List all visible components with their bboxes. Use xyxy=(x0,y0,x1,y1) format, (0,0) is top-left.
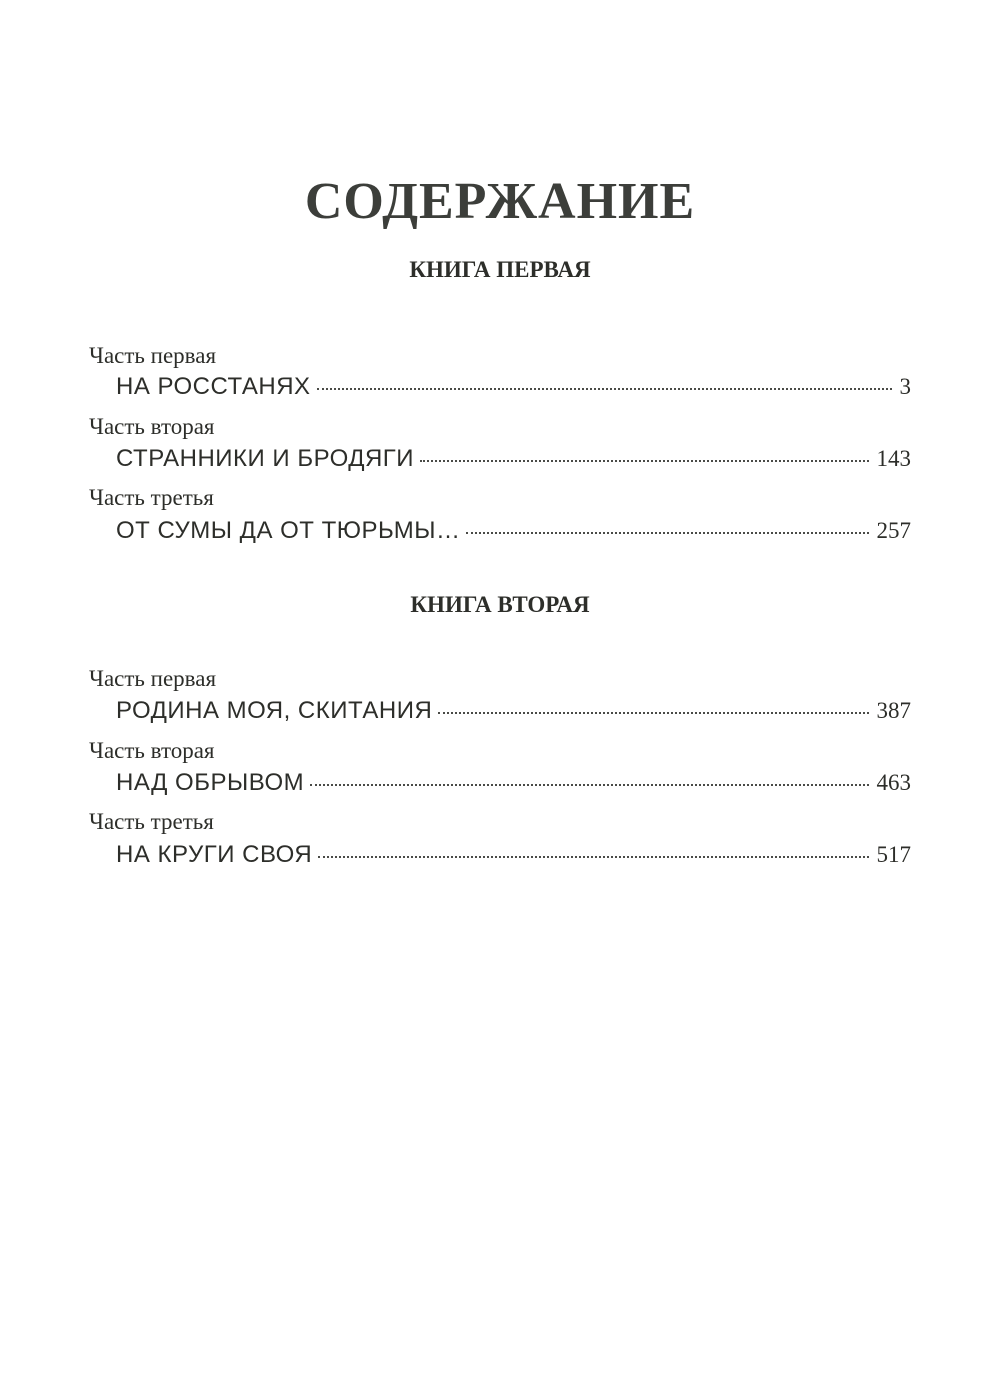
dot-leader xyxy=(420,460,868,462)
toc-entry[interactable] xyxy=(116,516,911,546)
toc-entry-title: РОДИНА МОЯ, СКИТАНИЯ xyxy=(116,697,433,724)
toc-entry-title: НАД ОБРЫВОМ xyxy=(116,769,305,796)
toc-entry-page: 3 xyxy=(899,374,911,399)
book-two-part-one-label: Часть первая xyxy=(89,666,217,691)
toc-entry[interactable] xyxy=(116,768,911,798)
page-title: СОДЕРЖАНИЕ xyxy=(304,173,696,230)
book-one-part-two-label: Часть вторая xyxy=(89,414,215,439)
toc-entry-title: ОТ СУМЫ ДА ОТ ТЮРЬМЫ… xyxy=(116,517,461,544)
dot-leader xyxy=(318,856,868,858)
book-two-heading: КНИГА ВТОРАЯ xyxy=(410,592,590,617)
toc-entry-title: СТРАННИКИ И БРОДЯГИ xyxy=(116,445,415,472)
dot-leader xyxy=(466,532,868,534)
toc-entry-title: НА КРУГИ СВОЯ xyxy=(116,841,313,868)
toc-entry-page: 257 xyxy=(876,518,911,543)
toc-entry-page: 387 xyxy=(876,698,911,723)
dot-leader xyxy=(317,388,892,390)
toc-entry-page: 517 xyxy=(876,842,911,867)
dot-leader xyxy=(310,784,868,786)
book-one-part-three-label: Часть третья xyxy=(89,485,214,510)
toc-entry-page: 463 xyxy=(876,770,911,795)
toc-entry[interactable] xyxy=(116,372,911,402)
toc-entry[interactable] xyxy=(116,840,911,870)
book-two-part-three-label: Часть третья xyxy=(89,809,214,834)
toc-entry[interactable] xyxy=(116,444,911,474)
book-one-part-one-label: Часть первая xyxy=(89,343,217,368)
book-one-heading: КНИГА ПЕРВАЯ xyxy=(409,257,591,282)
toc-entry-page: 143 xyxy=(876,446,911,471)
toc-entry-title: НА РОССТАНЯХ xyxy=(116,373,311,400)
toc-entry[interactable] xyxy=(116,696,911,726)
dot-leader xyxy=(438,712,868,714)
book-two-part-two-label: Часть вторая xyxy=(89,738,215,763)
